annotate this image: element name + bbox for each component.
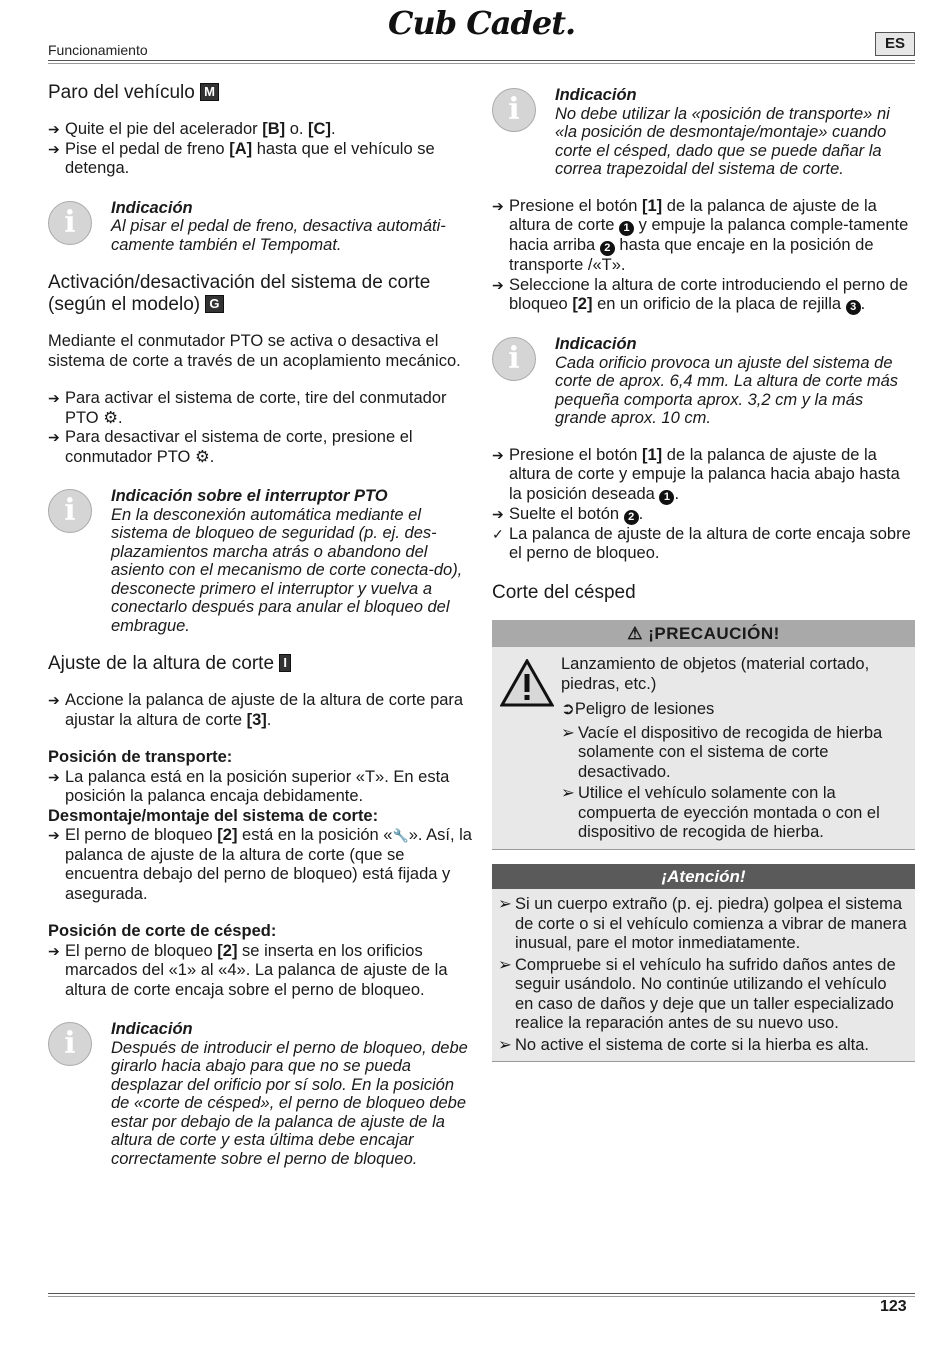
arrow-right-icon: ➔ (48, 692, 60, 708)
heading-corte: Corte del césped (492, 581, 636, 603)
caution-box (492, 620, 915, 850)
text: ». Así, la palanca de ajuste de la altura de corte (que se encuentra debajo del perno de bloqueo) está fijada y asegurada. (65, 826, 472, 903)
text: No active el sistema de corte si la hierba es alta. (515, 1035, 870, 1054)
text: Vacíe el dispositivo de recogida de hierba solamente con el sistema de corte desactivado. (578, 723, 883, 781)
text: Suelte el botón (509, 504, 624, 523)
text: Compruebe si el vehículo ha sufrido daños antes de seguir usándolo. No continúe utilizando el vehículo en caso de daños y deje que un taller especializado realice la reparación antes de su nuevo uso. (515, 955, 896, 1032)
page-number: 123 (880, 1298, 907, 1315)
text: hasta que el vehículo se detenga. (65, 139, 435, 177)
step-number: 2 (624, 510, 639, 525)
header-rule-thin (48, 63, 915, 64)
list-item (48, 942, 472, 1001)
subheading: Posición de transporte: (48, 748, 233, 766)
arrow-right-icon: ➔ (492, 446, 504, 463)
arrow-right-icon: ➔ (48, 390, 60, 406)
subheading: Posición de corte de césped: (48, 922, 277, 940)
note-box (48, 487, 472, 635)
note-text: En la desconexión automática mediante el sistema de bloqueo de seguridad (p. ej. des-plazamientos marcha atrás o abandono del asiento con el mecanismo de corte conecta-do), desconecte primero el interruptor y vuelva a conectarlo después para anular el bloqueo del embrague. (111, 505, 463, 635)
note-box (48, 199, 472, 255)
caution-title: ¡PRECAUCIÓN! (648, 623, 780, 643)
list-item (48, 826, 472, 904)
text: Utilice el vehículo solamente con la compuerta de eyección montada o con el dispositivo de recogida de hierba. (578, 784, 880, 841)
list-item (498, 956, 909, 1034)
step-number: 3 (846, 300, 861, 315)
text: y empuje la palanca comple-tamente hacia arriba (509, 216, 909, 254)
key-i: I (279, 654, 291, 672)
text: Presione el botón (509, 445, 643, 464)
wrench-icon: 🔧 (392, 828, 409, 843)
arrow-right-icon: ➔ (492, 276, 504, 293)
text: Para activar el sistema de corte, tire del conmutador PTO (65, 389, 447, 427)
text: La palanca está en la posición superior «T». En esta posición la palanca encaja debidamente. (65, 767, 450, 805)
heading-paro-text: Paro del vehículo (48, 82, 195, 103)
text: . (674, 484, 680, 503)
list-item (492, 276, 915, 316)
chevron-right-icon: ➢ (561, 784, 575, 802)
arrow-right-icon: ➔ (492, 197, 504, 214)
note-title: Indicación (111, 198, 193, 217)
step-number: 1 (619, 221, 634, 236)
note-title: Indicación (111, 1020, 193, 1038)
text: El perno de bloqueo (65, 826, 218, 844)
arrow-right-icon: ➔ (48, 827, 60, 843)
text: . (266, 710, 272, 729)
info-icon: i (492, 337, 536, 381)
arrow-right-icon: ➔ (492, 505, 504, 522)
text: Accione la palanca de ajuste de la altura de corte para ajustar la altura de corte (65, 691, 464, 729)
list-item: ➔ Para activar el sistema de corte, tire del conmutador PTO ⚙. (48, 389, 447, 427)
note-box (492, 86, 915, 179)
list-item (492, 197, 915, 276)
note-text: Al pisar el pedal de freno, desactiva automáti-camente también el Tempomat. (111, 217, 446, 254)
warning-icon: ⚠ (627, 623, 643, 643)
text: hasta que encaje en la posición de transporte /«T». (509, 236, 874, 274)
text: . (330, 120, 336, 138)
text: de la palanca de ajuste de la altura de corte y empuje la palanca hacia abajo hasta la posición deseada (509, 445, 900, 503)
heading-activacion-text: Activación/desactivación del sistema de corte (según el modelo) (48, 272, 431, 315)
text: Quite el pie del acelerador (65, 120, 263, 138)
footer-rule (48, 1293, 915, 1294)
warning-triangle-icon (500, 659, 554, 707)
list-item (48, 120, 472, 140)
caution-header (492, 620, 915, 648)
ref: [B] (262, 120, 286, 138)
chevron-right-icon: ➢ (498, 955, 512, 974)
risk-line (561, 700, 909, 720)
arrow-right-icon: ➔ (48, 140, 60, 157)
ref: [C] (308, 120, 331, 138)
heading-ajuste-text: Ajuste de la altura de corte (48, 653, 275, 674)
info-icon: i (492, 88, 536, 132)
note-title: Indicación (555, 86, 637, 104)
note-title: Indicación sobre el interruptor PTO (111, 487, 388, 505)
text: Para desactivar el sistema de corte, presione el conmutador PTO (65, 428, 413, 466)
list-item: ➔ Para desactivar el sistema de corte, presione el conmutador PTO ⚙. (48, 428, 413, 466)
info-icon: i (48, 1022, 92, 1066)
ref: [3] (246, 710, 267, 729)
section-label: Funcionamiento (48, 42, 148, 58)
step-number: 1 (659, 490, 674, 505)
ref: [2] (217, 826, 238, 844)
left-column (48, 82, 472, 1186)
text: Si un cuerpo extraño (p. ej. piedra) golpea el sistema de corte o si el vehículo comienza a vibrar de manera inusual, pare el motor inmediatamente. (515, 895, 907, 952)
list-item (492, 525, 915, 564)
risk-text: Peligro de lesiones (574, 700, 715, 718)
text: El perno de bloqueo (65, 941, 218, 960)
list-item (492, 505, 915, 525)
attention-header: ¡Atención! (492, 864, 915, 890)
attention-body (492, 889, 915, 1062)
info-icon: i (48, 201, 92, 245)
note-title: Indicación (555, 335, 637, 353)
list-item (498, 895, 909, 954)
footer-rule-thin (48, 1296, 915, 1297)
pto-push-icon: ⚙ (194, 447, 210, 466)
note-box (492, 335, 915, 428)
chevron-right-icon: ➢ (561, 723, 575, 742)
note-text: Después de introducir el perno de bloqueo, debe girarlo hacia abajo para que no se pueda desplazar del orificio por sí solo. En la posición de «corte de césped», el perno de bloqueo debe estar por debajo de la palanca de ajuste de la altura de corte y esta última debe encajar correctamente sobre el perno de bloqueo. (111, 1038, 468, 1168)
language-badge: ES (875, 32, 915, 56)
check-icon: ✓ (492, 525, 504, 542)
text: en un orificio de la placa de rejilla (592, 295, 846, 313)
note-text: No debe utilizar la «posición de transporte» ni «la posición de desmontaje/montaje» cuando corte el césped, dado que se puede dañar la correa trapezoidal del sistema de corte. (555, 104, 890, 178)
text: . (638, 504, 644, 523)
pto-pull-icon: ⚙ (103, 408, 119, 427)
list-item (48, 691, 472, 730)
ref: [1] (642, 196, 663, 215)
ref: [2] (572, 295, 593, 313)
list-item (48, 140, 472, 179)
arrow-right-icon: ➔ (48, 942, 60, 959)
list-item (498, 1036, 909, 1056)
text: Pise el pedal de freno (65, 139, 230, 158)
list-item (561, 724, 909, 783)
ref: [1] (642, 445, 663, 464)
paragraph: Mediante el conmutador PTO se activa o desactiva el sistema de corte a través de un acoplamiento mecánico. (48, 332, 461, 370)
caution-text: Lanzamiento de objetos (material cortado, piedras, etc.) (561, 655, 870, 693)
subheading: Desmontaje/montaje del sistema de corte: (48, 806, 379, 825)
header-rule (48, 60, 915, 61)
heading-paro (48, 82, 472, 104)
list-item (492, 446, 915, 505)
heading-ajuste (48, 653, 472, 675)
text: o. (285, 120, 309, 138)
text: está en la posición « (237, 826, 393, 844)
chevron-right-icon: ➢ (498, 1035, 512, 1054)
text: La palanca de ajuste de la altura de corte encaja sobre el perno de bloqueo. (509, 524, 911, 562)
note-text: Cada orificio provoca un ajuste del sistema de corte de aprox. 6,4 mm. La altura de corte más pequeña comporta aprox. 3,2 cm y la más grande aprox. 10 cm. (555, 353, 898, 427)
text: se inserta en los orificios marcados del «1» al «4». La palanca de ajuste de la altura de corte encaja sobre el perno de bloqueo. (65, 941, 448, 999)
arrow-right-icon: ➔ (48, 768, 60, 785)
text: Seleccione la altura de corte introduciendo el perno de bloqueo (509, 275, 909, 313)
key-m: M (200, 83, 219, 101)
step-number: 2 (600, 241, 615, 256)
brand-logo: Cub Cadet. (388, 4, 576, 42)
ref: [A] (229, 139, 253, 158)
info-icon: i (48, 489, 92, 533)
text: . (860, 295, 866, 313)
list-item (561, 784, 909, 843)
heading-activacion (48, 272, 472, 316)
text: de la palanca de ajuste de la altura de corte (509, 196, 877, 234)
chevron-right-icon: ➢ (498, 895, 512, 913)
arrow-right-icon: ➔ (48, 121, 60, 137)
key-g: G (205, 295, 223, 313)
caution-body (492, 647, 915, 849)
list-item (48, 768, 472, 807)
arrow-circle-icon: ➲ (561, 700, 575, 718)
right-column (492, 86, 915, 1062)
text: Presione el botón (509, 196, 643, 215)
ref: [2] (217, 941, 238, 960)
note-box (48, 1020, 472, 1168)
arrow-right-icon: ➔ (48, 429, 60, 445)
